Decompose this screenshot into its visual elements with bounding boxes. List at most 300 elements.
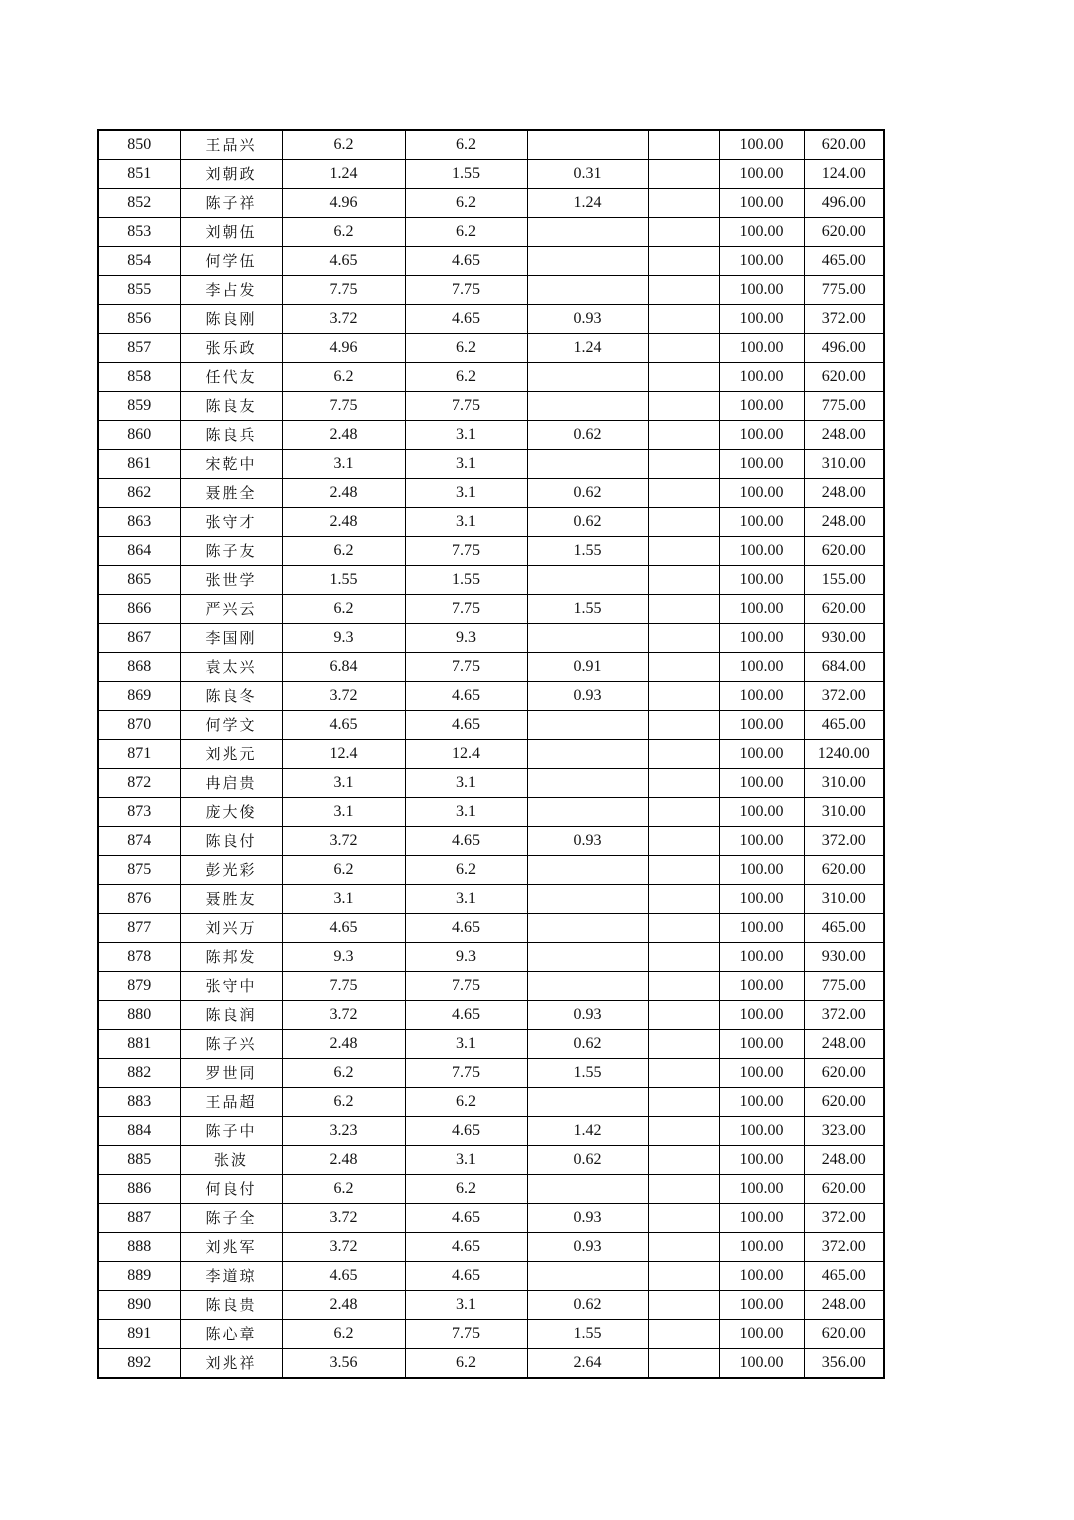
name-cell: 陈良冬 — [180, 682, 282, 711]
value-d-cell — [648, 537, 719, 566]
value-d-cell — [648, 363, 719, 392]
name-cell: 陈邦发 — [180, 943, 282, 972]
table-row — [98, 130, 884, 160]
rate-cell: 100.00 — [719, 1233, 804, 1262]
value-a-cell: 4.65 — [282, 711, 405, 740]
rate-cell: 100.00 — [719, 247, 804, 276]
rate-cell: 100.00 — [719, 392, 804, 421]
rate-cell: 100.00 — [719, 711, 804, 740]
amount-cell: 372.00 — [804, 827, 884, 856]
row-number-cell: 880 — [98, 1001, 180, 1030]
name-cell: 何良付 — [180, 1175, 282, 1204]
value-d-cell — [648, 1059, 719, 1088]
value-a-cell: 2.48 — [282, 1030, 405, 1059]
value-d-cell — [648, 595, 719, 624]
value-c-cell: 0.93 — [527, 1233, 648, 1262]
value-b-cell: 4.65 — [405, 305, 527, 334]
name-cell: 罗世同 — [180, 1059, 282, 1088]
value-b-cell: 9.3 — [405, 943, 527, 972]
value-a-cell: 6.2 — [282, 1320, 405, 1349]
value-c-cell: 0.93 — [527, 305, 648, 334]
name-cell: 陈良润 — [180, 1001, 282, 1030]
rate-cell: 100.00 — [719, 972, 804, 1001]
value-b-cell: 7.75 — [405, 276, 527, 305]
value-d-cell — [648, 1204, 719, 1233]
amount-cell: 496.00 — [804, 189, 884, 218]
value-a-cell: 6.2 — [282, 363, 405, 392]
rate-cell: 100.00 — [719, 943, 804, 972]
value-a-cell: 4.65 — [282, 914, 405, 943]
value-c-cell: 1.55 — [527, 595, 648, 624]
value-a-cell: 6.2 — [282, 856, 405, 885]
value-c-cell: 1.24 — [527, 334, 648, 363]
row-number-cell: 878 — [98, 943, 180, 972]
rate-cell: 100.00 — [719, 1001, 804, 1030]
row-number-cell: 879 — [98, 972, 180, 1001]
value-a-cell: 2.48 — [282, 1291, 405, 1320]
value-b-cell: 6.2 — [405, 334, 527, 363]
name-cell: 张守中 — [180, 972, 282, 1001]
name-cell: 刘兆元 — [180, 740, 282, 769]
value-a-cell: 3.1 — [282, 450, 405, 479]
rate-cell: 100.00 — [719, 537, 804, 566]
amount-cell: 620.00 — [804, 218, 884, 247]
value-d-cell — [648, 1349, 719, 1379]
value-d-cell — [648, 972, 719, 1001]
value-a-cell: 6.2 — [282, 130, 405, 160]
value-d-cell — [648, 305, 719, 334]
name-cell: 庞大俊 — [180, 798, 282, 827]
amount-cell: 372.00 — [804, 305, 884, 334]
row-number-cell: 889 — [98, 1262, 180, 1291]
name-cell: 陈良友 — [180, 392, 282, 421]
rate-cell: 100.00 — [719, 1262, 804, 1291]
table-row — [98, 711, 884, 740]
value-b-cell: 6.2 — [405, 130, 527, 160]
row-number-cell: 856 — [98, 305, 180, 334]
table-row — [98, 537, 884, 566]
value-d-cell — [648, 711, 719, 740]
value-b-cell: 7.75 — [405, 537, 527, 566]
rate-cell: 100.00 — [719, 508, 804, 537]
row-number-cell: 886 — [98, 1175, 180, 1204]
row-number-cell: 860 — [98, 421, 180, 450]
value-d-cell — [648, 1088, 719, 1117]
value-b-cell: 4.65 — [405, 247, 527, 276]
name-cell: 李国刚 — [180, 624, 282, 653]
value-c-cell — [527, 624, 648, 653]
amount-cell: 930.00 — [804, 624, 884, 653]
rate-cell: 100.00 — [719, 305, 804, 334]
rate-cell: 100.00 — [719, 334, 804, 363]
amount-cell: 248.00 — [804, 1291, 884, 1320]
value-c-cell — [527, 566, 648, 595]
rate-cell: 100.00 — [719, 1349, 804, 1379]
value-d-cell — [648, 450, 719, 479]
value-b-cell: 4.65 — [405, 827, 527, 856]
row-number-cell: 868 — [98, 653, 180, 682]
value-a-cell: 3.72 — [282, 305, 405, 334]
rate-cell: 100.00 — [719, 1088, 804, 1117]
value-c-cell: 0.91 — [527, 653, 648, 682]
value-c-cell — [527, 798, 648, 827]
value-a-cell: 12.4 — [282, 740, 405, 769]
rate-cell: 100.00 — [719, 1175, 804, 1204]
rate-cell: 100.00 — [719, 363, 804, 392]
value-c-cell: 0.62 — [527, 1146, 648, 1175]
value-c-cell — [527, 1262, 648, 1291]
row-number-cell: 866 — [98, 595, 180, 624]
value-b-cell: 3.1 — [405, 1291, 527, 1320]
rate-cell: 100.00 — [719, 1030, 804, 1059]
value-a-cell: 3.72 — [282, 682, 405, 711]
table-row — [98, 1146, 884, 1175]
value-c-cell — [527, 1088, 648, 1117]
row-number-cell: 874 — [98, 827, 180, 856]
row-number-cell: 859 — [98, 392, 180, 421]
value-a-cell: 3.23 — [282, 1117, 405, 1146]
amount-cell: 930.00 — [804, 943, 884, 972]
value-d-cell — [648, 1030, 719, 1059]
value-b-cell: 7.75 — [405, 653, 527, 682]
value-b-cell: 6.2 — [405, 1175, 527, 1204]
table-row — [98, 508, 884, 537]
value-b-cell: 6.2 — [405, 1349, 527, 1379]
value-c-cell — [527, 218, 648, 247]
table-row — [98, 566, 884, 595]
row-number-cell: 857 — [98, 334, 180, 363]
rate-cell: 100.00 — [719, 1117, 804, 1146]
rate-cell: 100.00 — [719, 798, 804, 827]
value-d-cell — [648, 740, 719, 769]
rate-cell: 100.00 — [719, 682, 804, 711]
row-number-cell: 870 — [98, 711, 180, 740]
value-b-cell: 4.65 — [405, 1001, 527, 1030]
name-cell: 何学文 — [180, 711, 282, 740]
row-number-cell: 877 — [98, 914, 180, 943]
table-row — [98, 972, 884, 1001]
amount-cell: 323.00 — [804, 1117, 884, 1146]
value-d-cell — [648, 1001, 719, 1030]
row-number-cell: 887 — [98, 1204, 180, 1233]
name-cell: 陈子中 — [180, 1117, 282, 1146]
table-row — [98, 740, 884, 769]
name-cell: 陈心章 — [180, 1320, 282, 1349]
row-number-cell: 861 — [98, 450, 180, 479]
table-row — [98, 682, 884, 711]
name-cell: 王品兴 — [180, 130, 282, 160]
value-a-cell: 6.2 — [282, 1059, 405, 1088]
value-a-cell: 1.55 — [282, 566, 405, 595]
row-number-cell: 875 — [98, 856, 180, 885]
value-a-cell: 6.84 — [282, 653, 405, 682]
value-b-cell: 3.1 — [405, 421, 527, 450]
value-a-cell: 6.2 — [282, 595, 405, 624]
value-a-cell: 4.96 — [282, 334, 405, 363]
name-cell: 任代友 — [180, 363, 282, 392]
value-d-cell — [648, 1117, 719, 1146]
value-b-cell: 3.1 — [405, 1030, 527, 1059]
name-cell: 刘朝伍 — [180, 218, 282, 247]
name-cell: 张世学 — [180, 566, 282, 595]
name-cell: 陈子全 — [180, 1204, 282, 1233]
name-cell: 何学伍 — [180, 247, 282, 276]
value-d-cell — [648, 479, 719, 508]
value-d-cell — [648, 914, 719, 943]
amount-cell: 372.00 — [804, 682, 884, 711]
rate-cell: 100.00 — [719, 885, 804, 914]
value-a-cell: 3.1 — [282, 885, 405, 914]
value-c-cell — [527, 943, 648, 972]
amount-cell: 248.00 — [804, 508, 884, 537]
table-row — [98, 914, 884, 943]
row-number-cell: 873 — [98, 798, 180, 827]
table-row — [98, 856, 884, 885]
value-a-cell: 6.2 — [282, 537, 405, 566]
value-d-cell — [648, 392, 719, 421]
amount-cell: 620.00 — [804, 1175, 884, 1204]
name-cell: 聂胜全 — [180, 479, 282, 508]
rate-cell: 100.00 — [719, 1146, 804, 1175]
rate-cell: 100.00 — [719, 566, 804, 595]
table-row — [98, 943, 884, 972]
name-cell: 刘兆祥 — [180, 1349, 282, 1379]
table-row — [98, 392, 884, 421]
value-d-cell — [648, 421, 719, 450]
table-row — [98, 1175, 884, 1204]
table-body — [98, 130, 884, 1378]
table-row — [98, 1349, 884, 1379]
name-cell: 李占发 — [180, 276, 282, 305]
value-c-cell — [527, 769, 648, 798]
value-c-cell: 0.62 — [527, 508, 648, 537]
value-d-cell — [648, 827, 719, 856]
value-c-cell: 0.31 — [527, 160, 648, 189]
value-b-cell: 1.55 — [405, 566, 527, 595]
table-row — [98, 160, 884, 189]
value-b-cell: 1.55 — [405, 160, 527, 189]
table-row — [98, 1088, 884, 1117]
amount-cell: 496.00 — [804, 334, 884, 363]
value-b-cell: 4.65 — [405, 1262, 527, 1291]
value-a-cell: 1.24 — [282, 160, 405, 189]
rate-cell: 100.00 — [719, 595, 804, 624]
row-number-cell: 862 — [98, 479, 180, 508]
amount-cell: 372.00 — [804, 1233, 884, 1262]
value-d-cell — [648, 856, 719, 885]
amount-cell: 372.00 — [804, 1204, 884, 1233]
amount-cell: 248.00 — [804, 1030, 884, 1059]
value-c-cell: 1.24 — [527, 189, 648, 218]
row-number-cell: 865 — [98, 566, 180, 595]
rate-cell: 100.00 — [719, 450, 804, 479]
amount-cell: 620.00 — [804, 1088, 884, 1117]
amount-cell: 775.00 — [804, 972, 884, 1001]
amount-cell: 1240.00 — [804, 740, 884, 769]
value-c-cell — [527, 1175, 648, 1204]
value-d-cell — [648, 1146, 719, 1175]
value-b-cell: 6.2 — [405, 1088, 527, 1117]
value-b-cell: 3.1 — [405, 450, 527, 479]
value-b-cell: 7.75 — [405, 392, 527, 421]
value-d-cell — [648, 1175, 719, 1204]
value-c-cell — [527, 856, 648, 885]
amount-cell: 124.00 — [804, 160, 884, 189]
rate-cell: 100.00 — [719, 130, 804, 160]
rate-cell: 100.00 — [719, 1059, 804, 1088]
value-a-cell: 7.75 — [282, 276, 405, 305]
amount-cell: 310.00 — [804, 769, 884, 798]
amount-cell: 465.00 — [804, 247, 884, 276]
value-c-cell: 2.64 — [527, 1349, 648, 1379]
name-cell: 刘兆军 — [180, 1233, 282, 1262]
row-number-cell: 867 — [98, 624, 180, 653]
value-b-cell: 7.75 — [405, 972, 527, 1001]
amount-cell: 356.00 — [804, 1349, 884, 1379]
name-cell: 冉启贵 — [180, 769, 282, 798]
value-b-cell: 4.65 — [405, 711, 527, 740]
data-table — [97, 129, 885, 1379]
value-d-cell — [648, 218, 719, 247]
row-number-cell: 888 — [98, 1233, 180, 1262]
rate-cell: 100.00 — [719, 624, 804, 653]
name-cell: 张乐政 — [180, 334, 282, 363]
value-a-cell: 2.48 — [282, 508, 405, 537]
table-row — [98, 1001, 884, 1030]
value-b-cell: 3.1 — [405, 769, 527, 798]
value-c-cell — [527, 740, 648, 769]
table-row — [98, 1233, 884, 1262]
row-number-cell: 883 — [98, 1088, 180, 1117]
row-number-cell: 884 — [98, 1117, 180, 1146]
value-b-cell: 3.1 — [405, 1146, 527, 1175]
table-row — [98, 305, 884, 334]
value-d-cell — [648, 653, 719, 682]
rate-cell: 100.00 — [719, 276, 804, 305]
value-b-cell: 4.65 — [405, 1233, 527, 1262]
name-cell: 刘兴万 — [180, 914, 282, 943]
value-d-cell — [648, 566, 719, 595]
value-c-cell: 0.93 — [527, 682, 648, 711]
value-a-cell: 7.75 — [282, 392, 405, 421]
rate-cell: 100.00 — [719, 421, 804, 450]
amount-cell: 248.00 — [804, 479, 884, 508]
amount-cell: 775.00 — [804, 392, 884, 421]
value-a-cell: 3.1 — [282, 798, 405, 827]
name-cell: 张守才 — [180, 508, 282, 537]
row-number-cell: 881 — [98, 1030, 180, 1059]
row-number-cell: 854 — [98, 247, 180, 276]
value-b-cell: 4.65 — [405, 682, 527, 711]
row-number-cell: 871 — [98, 740, 180, 769]
value-d-cell — [648, 130, 719, 160]
name-cell: 严兴云 — [180, 595, 282, 624]
value-b-cell: 6.2 — [405, 218, 527, 247]
value-b-cell: 4.65 — [405, 1204, 527, 1233]
name-cell: 宋乾中 — [180, 450, 282, 479]
name-cell: 陈良兵 — [180, 421, 282, 450]
value-c-cell: 1.42 — [527, 1117, 648, 1146]
value-d-cell — [648, 160, 719, 189]
value-d-cell — [648, 247, 719, 276]
value-c-cell — [527, 711, 648, 740]
name-cell: 陈良贵 — [180, 1291, 282, 1320]
value-b-cell: 3.1 — [405, 479, 527, 508]
table-row — [98, 769, 884, 798]
value-b-cell: 9.3 — [405, 624, 527, 653]
row-number-cell: 876 — [98, 885, 180, 914]
row-number-cell: 864 — [98, 537, 180, 566]
value-c-cell — [527, 276, 648, 305]
name-cell: 聂胜友 — [180, 885, 282, 914]
value-d-cell — [648, 1320, 719, 1349]
value-c-cell — [527, 914, 648, 943]
amount-cell: 620.00 — [804, 595, 884, 624]
table-row — [98, 1291, 884, 1320]
rate-cell: 100.00 — [719, 1204, 804, 1233]
table-row — [98, 653, 884, 682]
table-row — [98, 595, 884, 624]
rate-cell: 100.00 — [719, 218, 804, 247]
table-row — [98, 479, 884, 508]
rate-cell: 100.00 — [719, 653, 804, 682]
value-d-cell — [648, 508, 719, 537]
row-number-cell: 872 — [98, 769, 180, 798]
value-d-cell — [648, 1291, 719, 1320]
value-a-cell: 4.65 — [282, 1262, 405, 1291]
value-b-cell: 3.1 — [405, 798, 527, 827]
table-row — [98, 276, 884, 305]
value-d-cell — [648, 276, 719, 305]
amount-cell: 620.00 — [804, 1059, 884, 1088]
value-a-cell: 3.1 — [282, 769, 405, 798]
row-number-cell: 882 — [98, 1059, 180, 1088]
value-a-cell: 4.96 — [282, 189, 405, 218]
row-number-cell: 890 — [98, 1291, 180, 1320]
amount-cell: 465.00 — [804, 1262, 884, 1291]
value-c-cell — [527, 130, 648, 160]
value-a-cell: 6.2 — [282, 1088, 405, 1117]
value-d-cell — [648, 334, 719, 363]
value-d-cell — [648, 798, 719, 827]
row-number-cell: 858 — [98, 363, 180, 392]
amount-cell: 310.00 — [804, 885, 884, 914]
name-cell: 陈子祥 — [180, 189, 282, 218]
name-cell: 刘朝政 — [180, 160, 282, 189]
amount-cell: 620.00 — [804, 856, 884, 885]
table-row — [98, 189, 884, 218]
value-a-cell: 6.2 — [282, 1175, 405, 1204]
name-cell: 李道琼 — [180, 1262, 282, 1291]
value-b-cell: 3.1 — [405, 885, 527, 914]
value-c-cell: 0.93 — [527, 1001, 648, 1030]
value-b-cell: 7.75 — [405, 1059, 527, 1088]
value-a-cell: 3.56 — [282, 1349, 405, 1379]
table-row — [98, 1117, 884, 1146]
rate-cell: 100.00 — [719, 856, 804, 885]
amount-cell: 620.00 — [804, 537, 884, 566]
value-a-cell: 2.48 — [282, 421, 405, 450]
table-row — [98, 1204, 884, 1233]
value-a-cell: 7.75 — [282, 972, 405, 1001]
table-row — [98, 247, 884, 276]
name-cell: 张波 — [180, 1146, 282, 1175]
amount-cell: 620.00 — [804, 363, 884, 392]
row-number-cell: 869 — [98, 682, 180, 711]
row-number-cell: 892 — [98, 1349, 180, 1379]
row-number-cell: 891 — [98, 1320, 180, 1349]
amount-cell: 465.00 — [804, 914, 884, 943]
